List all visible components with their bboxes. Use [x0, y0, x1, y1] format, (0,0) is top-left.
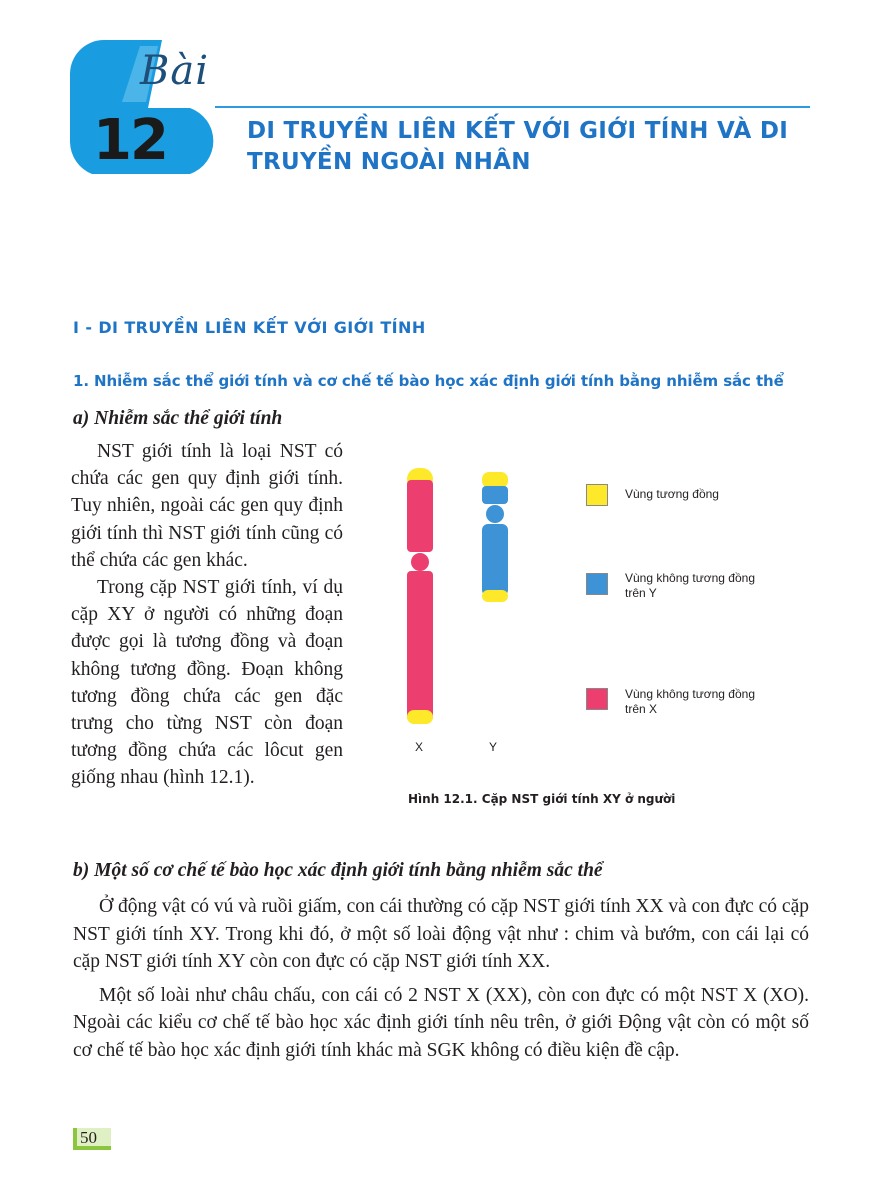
chromosome-x-label: X: [415, 740, 424, 754]
y-homologous-top: [482, 472, 508, 488]
part-a-heading: a) Nhiễm sắc thể giới tính: [73, 408, 283, 429]
paragraph: NST giới tính là loại NST có chứa các gen quy định giới tính. Tuy nhiên, ngoài các gen quy định giới tính thì NST giới tính cũng có thể chứa các gen khác.: [71, 441, 343, 571]
y-homologous-bottom: [482, 590, 508, 602]
x-lower-arm: [407, 571, 433, 721]
subsection-heading: 1. Nhiễm sắc thể giới tính và cơ chế tế bào học xác định giới tính bằng nhiễm sắc thể: [73, 372, 784, 390]
legend-label-y: Vùng không tương đồng trên Y: [625, 571, 756, 600]
legend-swatch-x: [586, 688, 608, 710]
lesson-title: DI TRUYỀN LIÊN KẾT VỚI GIỚI TÍNH VÀ DI TRUYỀN NGOÀI NHÂN: [247, 118, 789, 175]
y-upper-arm: [482, 486, 508, 504]
chromosome-y: [482, 472, 508, 602]
lesson-word: Bài: [140, 48, 210, 94]
lesson-number: 12: [93, 108, 167, 173]
x-homologous-bottom: [407, 710, 433, 724]
chromosome-y-label: Y: [489, 740, 498, 754]
x-upper-arm: [407, 480, 433, 552]
title-divider: [215, 106, 810, 108]
figure-caption: Hình 12.1. Cặp NST giới tính XY ở người: [408, 792, 676, 806]
legend-label-homologous: Vùng tương đồng: [625, 487, 719, 501]
part-b-text: [73, 893, 809, 1064]
paragraph: Trong cặp NST giới tính, ví dụ cặp XY ở người có những đoạn được gọi là tương đồng và đoạn không tương đồng. Đoạn không tương đồng chứa các gen đặc trưng cho từng NST còn đoạn tương đồng chứa các lôcut gen giống nhau (hình 12.1).: [71, 577, 343, 789]
chromosome-x: [407, 468, 433, 724]
chromosome-figure: [396, 462, 526, 732]
y-centromere: [486, 505, 504, 523]
x-centromere: [411, 553, 429, 571]
part-a-text: [71, 438, 343, 792]
page-number: 50: [80, 1128, 97, 1147]
legend-swatch-homologous: [586, 484, 608, 506]
paragraph: Một số loài như châu chấu, con cái có 2 NST X (XX), còn con đực có một NST X (XO). Ngoài các kiểu cơ chế tế bào học xác định giới tính nêu trên, ở giới Động vật còn có một số cơ chế tế bào học xác định giới tính khác mà SGK không có điều kiện đề cập.: [73, 984, 809, 1061]
part-b-heading: b) Một số cơ chế tế bào học xác định giới tính bằng nhiễm sắc thể: [73, 860, 603, 881]
legend-swatch-y: [586, 573, 608, 595]
paragraph: Ở động vật có vú và ruồi giấm, con cái thường có cặp NST giới tính XX và con đực có cặp NST giới tính XY. Trong khi đó, ở một số loài động vật như : chim và bướm, con cái lại có cặp NST giới tính XY còn con đực có cặp NST giới tính XX.: [73, 896, 809, 972]
section-heading: I - DI TRUYỀN LIÊN KẾT VỚI GIỚI TÍNH: [73, 318, 426, 337]
y-lower-arm: [482, 524, 508, 596]
legend-label-x: Vùng không tương đồng trên X: [625, 687, 756, 716]
